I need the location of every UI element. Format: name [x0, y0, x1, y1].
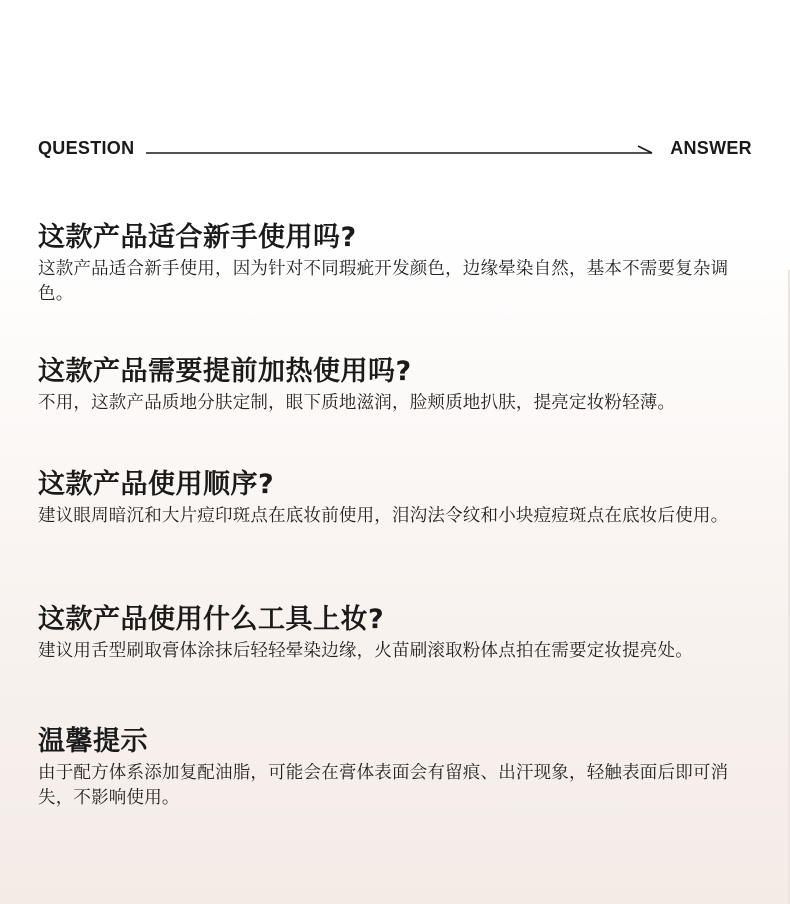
- faq-question: 这款产品使用顺序?: [38, 469, 275, 500]
- faq-question: 温馨提示: [38, 726, 148, 757]
- faq-item: [38, 603, 754, 664]
- faq-item: [38, 725, 754, 811]
- faq-answer: 建议用舌型刷取膏体涂抹后轻轻晕染边缘，火苗刷滚取粉体点拍在需要定妆提亮处。: [38, 641, 693, 661]
- question-label: QUESTION: [38, 138, 135, 158]
- arrow-icon: [146, 143, 654, 157]
- faq-item: [38, 221, 754, 307]
- faq-answer: 由于配方体系添加复配油脂，可能会在膏体表面会有留痕、出汗现象，轻触表面后即可消失，不影响使用。: [38, 763, 729, 808]
- faq-question: 这款产品适合新手使用吗?: [38, 222, 357, 253]
- faq-question: 这款产品需要提前加热使用吗?: [38, 356, 412, 387]
- faq-answer: 不用，这款产品质地分肤定制，眼下质地滋润，脸颊质地扒肤，提亮定妆粉轻薄。: [38, 393, 676, 413]
- qa-header: [38, 137, 752, 159]
- faq-question: 这款产品使用什么工具上妆?: [38, 604, 385, 635]
- faq-item: [38, 355, 754, 416]
- answer-label: ANSWER: [670, 138, 752, 158]
- faq-answer: 这款产品适合新手使用，因为针对不同瑕疵开发颜色，边缘晕染自然，基本不需要复杂调色。: [38, 259, 729, 304]
- faq-answer: 建议眼周暗沉和大片痘印斑点在底妆前使用，泪沟法令纹和小块痘痘斑点在底妆后使用。: [38, 506, 729, 526]
- faq-item: [38, 468, 754, 529]
